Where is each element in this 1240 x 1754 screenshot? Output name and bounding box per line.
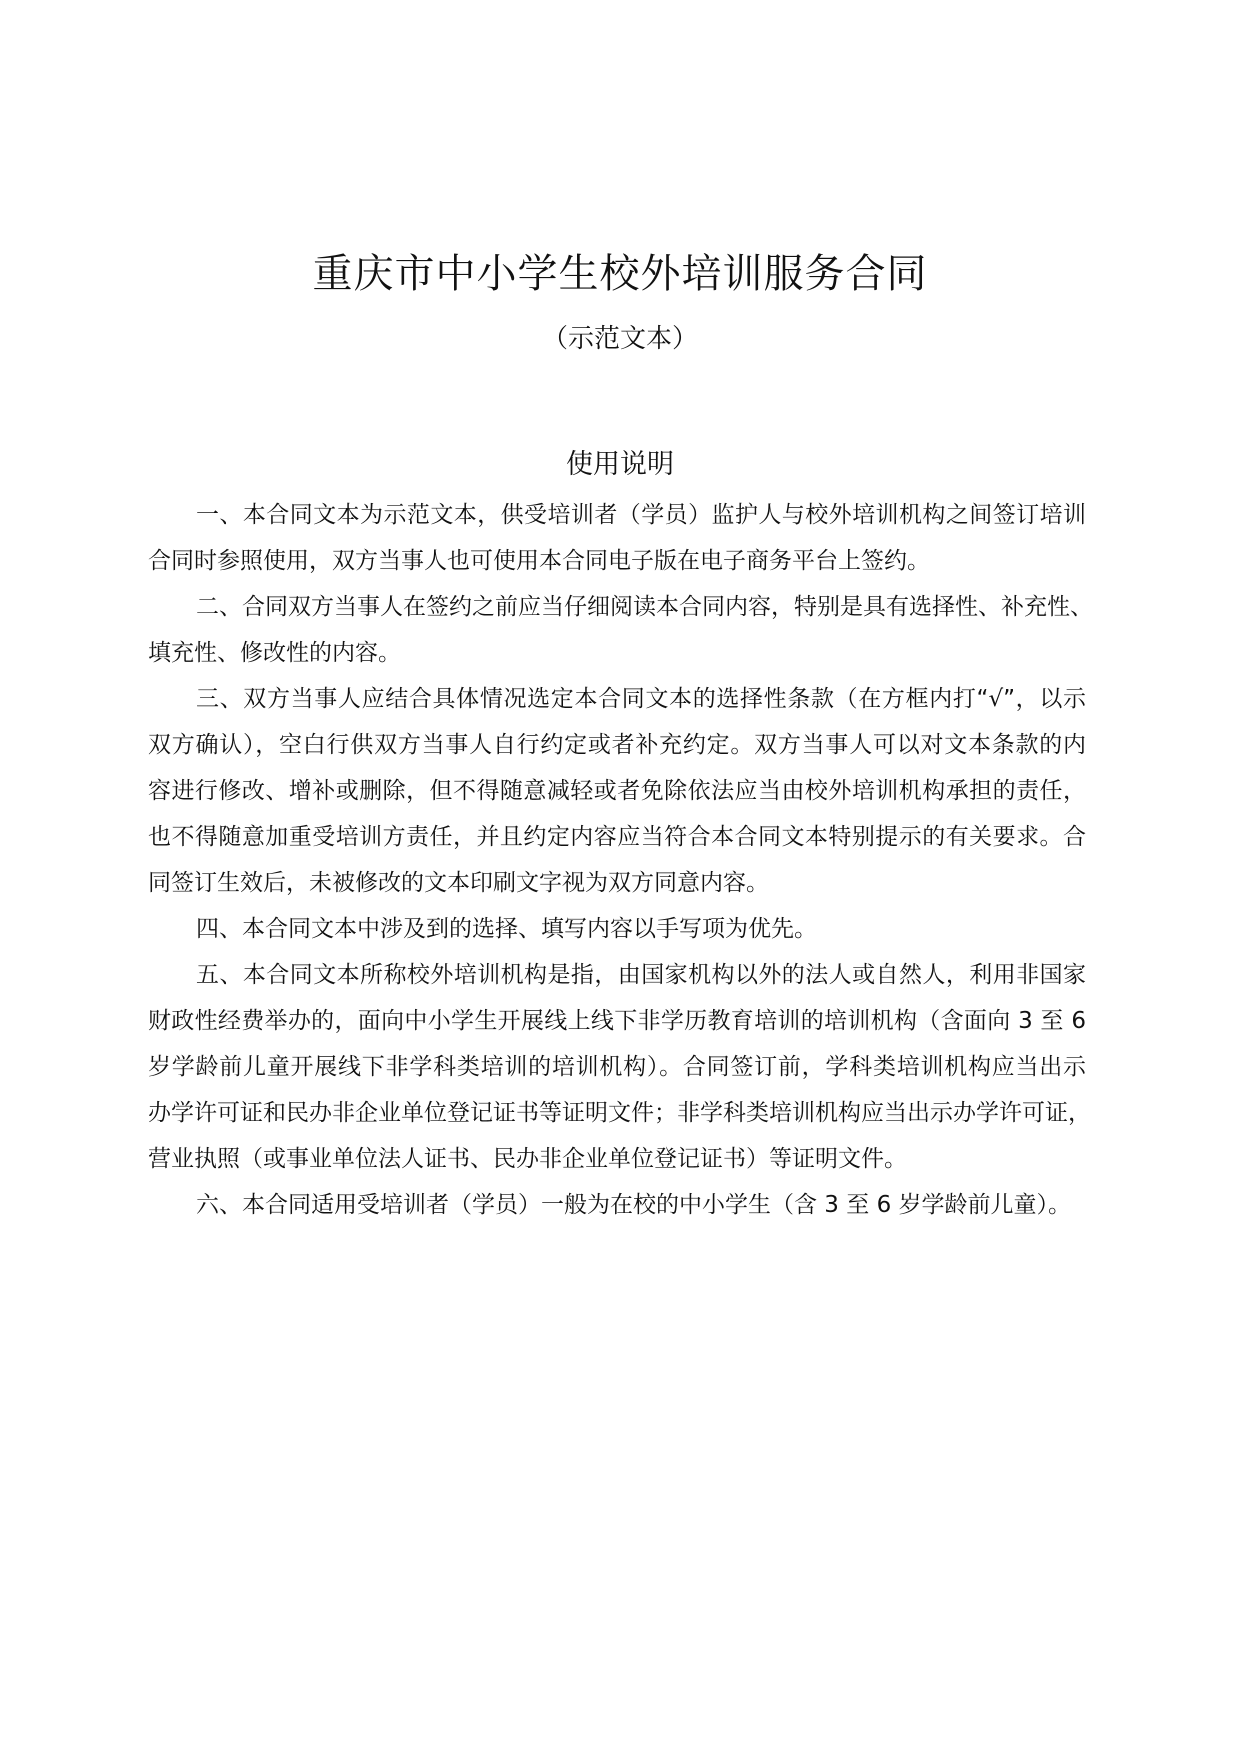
- paragraph-line: 同签订生效后，未被修改的文本印刷文字视为双方同意内容。: [148, 870, 769, 896]
- paragraph-line: 岁学龄前儿童开展线下非学科类培训的培训机构）。合同签订前，学科类培训机构应当出示: [148, 1054, 1086, 1080]
- instruction-paragraph: [148, 496, 1086, 588]
- paragraph-line: 填充性、修改性的内容。: [148, 640, 401, 666]
- paragraph-line: 双方确认），空白行供双方当事人自行约定或者补充约定。双方当事人可以对文本条款的内: [148, 732, 1086, 758]
- instruction-paragraph: [148, 680, 1086, 910]
- paragraph-line: 财政性经费举办的，面向中小学生开展线上线下非学历教育培训的培训机构（含面向 3 至 6: [148, 1008, 1086, 1034]
- instruction-paragraph: [148, 956, 1091, 1186]
- paragraph-line: 一、本合同文本为示范文本，供受培训者（学员）监护人与校外培训机构之间签订培训: [196, 502, 1086, 528]
- document-subtitle: （示范文本）: [541, 324, 698, 354]
- document-title: 重庆市中小学生校外培训服务合同: [312, 251, 928, 297]
- section-heading: 使用说明: [566, 449, 674, 480]
- paragraph-line: 办学许可证和民办非企业单位登记证书等证明文件；非学科类培训机构应当出示办学许可证，: [148, 1100, 1091, 1126]
- instruction-paragraph: [148, 588, 1093, 680]
- instruction-paragraph: [148, 910, 1086, 956]
- instruction-paragraph: [148, 1186, 1086, 1232]
- paragraph-line: 容进行修改、增补或删除，但不得随意减轻或者免除依法应当由校外培训机构承担的责任，: [148, 778, 1086, 804]
- paragraph-line: 合同时参照使用，双方当事人也可使用本合同电子版在电子商务平台上签约。: [148, 548, 930, 574]
- paragraph-line: 三、双方当事人应结合具体情况选定本合同文本的选择性条款（在方框内打“√”，以示: [196, 686, 1086, 712]
- paragraph-line: 六、本合同适用受培训者（学员）一般为在校的中小学生（含 3 至 6 岁学龄前儿童）。: [196, 1192, 1072, 1218]
- paragraph-line: 营业执照（或事业单位法人证书、民办非企业单位登记证书）等证明文件。: [148, 1146, 907, 1172]
- paragraph-line: 二、合同双方当事人在签约之前应当仔细阅读本合同内容，特别是具有选择性、补充性、: [196, 594, 1093, 620]
- paragraph-line: 也不得随意加重受培训方责任，并且约定内容应当符合本合同文本特别提示的有关要求。合: [148, 824, 1086, 850]
- paragraph-line: 五、本合同文本所称校外培训机构是指，由国家机构以外的法人或自然人，利用非国家: [196, 962, 1086, 988]
- paragraph-line: 四、本合同文本中涉及到的选择、填写内容以手写项为优先。: [196, 916, 817, 942]
- instructions-body: [148, 496, 1093, 1232]
